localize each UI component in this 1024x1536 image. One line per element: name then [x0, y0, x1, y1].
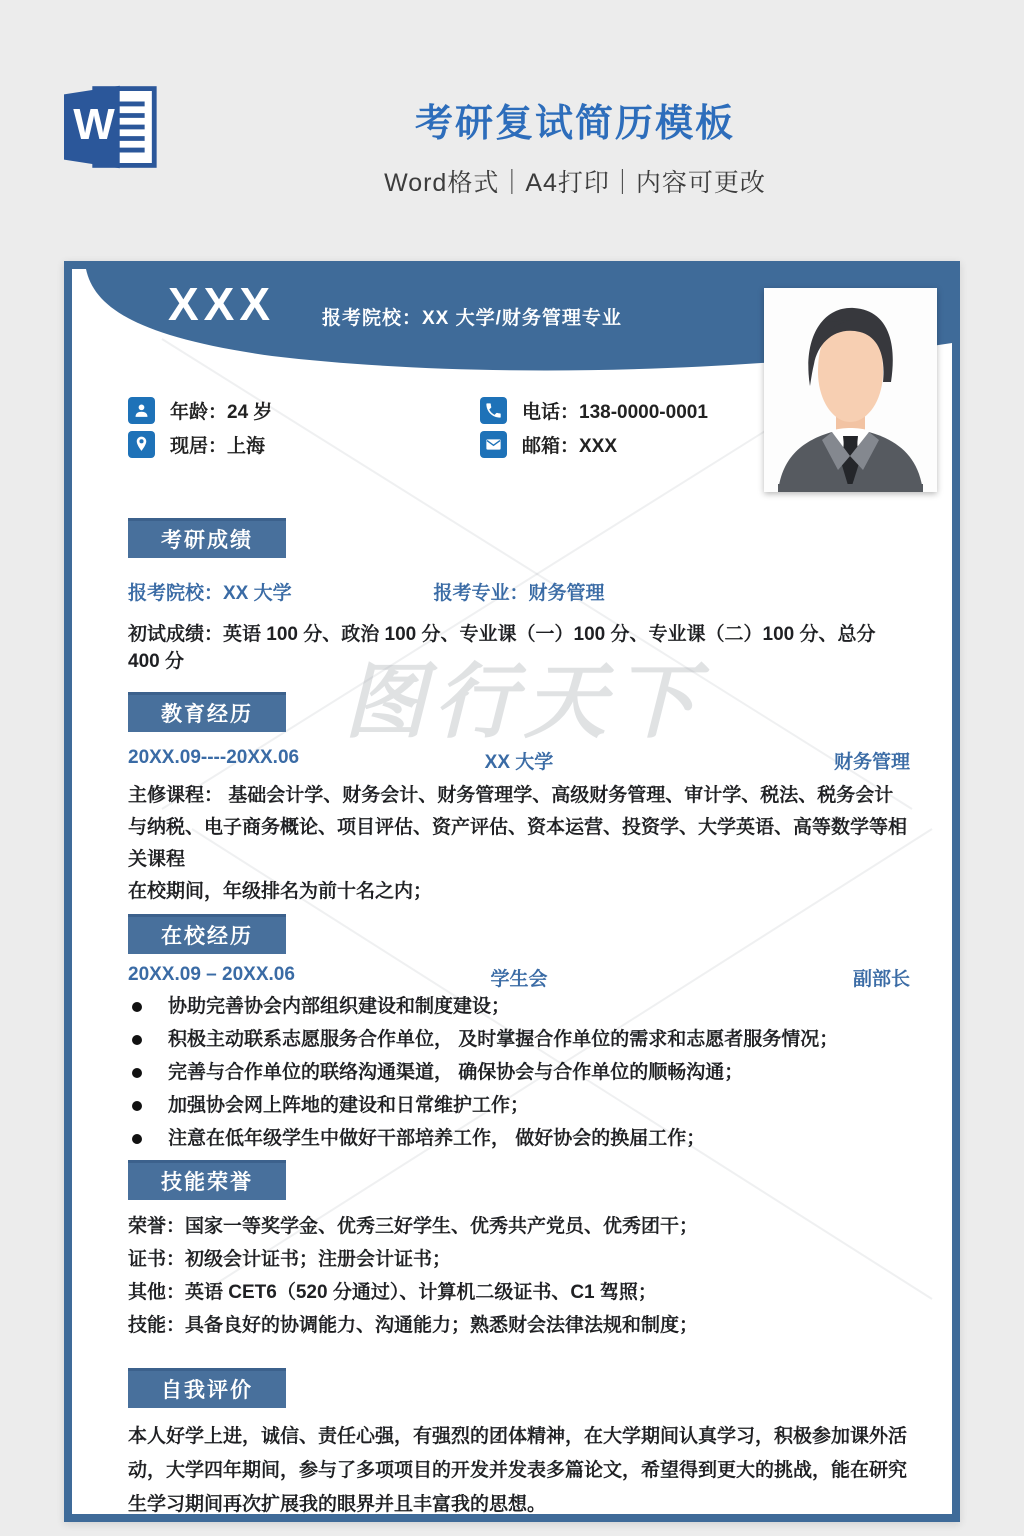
- mail-icon: [480, 431, 507, 458]
- contact-left-column: [128, 393, 480, 461]
- template-titles: [160, 92, 990, 199]
- education-row: [128, 747, 910, 774]
- section-heading-exam-scores: 考研成绩: [128, 518, 286, 558]
- word-icon-letter: W: [73, 100, 115, 149]
- section-heading-self-evaluation: 自我评价: [128, 1368, 286, 1408]
- location-icon: [128, 431, 155, 458]
- contact-phone-text: 电话：138-0000-0001: [522, 401, 708, 423]
- candidate-name: XXX: [168, 278, 276, 330]
- education-school: XX 大学: [484, 752, 554, 773]
- campus-bullet-4: 加强协会网上阵地的建设和日常维护工作；: [128, 1096, 910, 1116]
- self-evaluation-text: 本人好学上进，诚信、责任心强，有强烈的团体精神，在大学期间认真学习，积极参加课外活动，大学四年期间，参与了多项项目的开发并发表多篇论文，希望得到更大的挑战，能在研究生学习期间再次扩展我的眼界并且丰富我的思想。: [128, 1426, 908, 1514]
- campus-bullet-2: 积极主动联系志愿服务合作单位， 及时掌握合作单位的需求和志愿者服务情况；: [128, 1030, 910, 1050]
- skills-honors-line: 荣誉：国家一等奖学金、优秀三好学生、优秀共产党员、优秀团干；: [128, 1216, 699, 1237]
- skills-abilities-line: 技能：具备良好的协调能力、沟通能力；熟悉财会法律法规和制度；: [128, 1315, 699, 1336]
- contact-city-row: [128, 427, 480, 461]
- campus-bullet-1: 协助完善协会内部组织建设和制度建设；: [128, 997, 910, 1017]
- education-note: 在校期间，年级排名为前十名之内；: [128, 881, 433, 902]
- template-header: [0, 0, 1024, 230]
- contact-email-text: 邮箱：XXX: [522, 435, 618, 457]
- education-major: 财务管理: [833, 752, 910, 773]
- word-document-icon: [64, 84, 160, 170]
- campus-org: 学生会: [490, 969, 548, 990]
- skills-others-line: 其他：英语 CET6（520 分通过）、计算机二级证书、C1 驾照；: [128, 1282, 657, 1303]
- contact-age-row: [128, 393, 480, 427]
- person-icon: [128, 397, 155, 424]
- education-courses: 主修课程： 基础会计学、财务会计、财务管理学、高级财务管理、审计学、税法、税务会计与纳税、电子商务概论、项目评估、资产评估、资本运营、投资学、大学英语、高等数学等相关课程: [128, 785, 908, 870]
- male-avatar-illustration: [764, 288, 937, 492]
- campus-bullet-5: 注意在低年级学生中做好干部培养工作， 做好协会的换届工作；: [128, 1129, 910, 1149]
- exam-score-line: 初试成绩：英语 100 分、政治 100 分、专业课（一）100 分、专业课（二）100 分、总分 400 分: [128, 624, 876, 672]
- contact-city-text: 现居：上海: [170, 435, 266, 457]
- skills-certificates-line: 证书：初级会计证书；注册会计证书；: [128, 1249, 452, 1270]
- section-heading-campus-experience: 在校经历: [128, 914, 286, 954]
- skills-block: [128, 1210, 910, 1342]
- contact-age-text: 年龄：24 岁: [170, 401, 273, 423]
- watermark-text: 图行天下: [344, 654, 704, 750]
- id-photo: [764, 288, 937, 492]
- section-heading-skills-honors: 技能荣誉: [128, 1160, 286, 1200]
- resume-page: [64, 261, 960, 1522]
- resume-inner: [72, 269, 952, 1514]
- page-subtitle: Word格式｜A4打印｜内容可更改: [384, 169, 766, 197]
- phone-icon: [480, 397, 507, 424]
- exam-target-major: 报考专业：财务管理: [433, 583, 605, 604]
- section-heading-education: 教育经历: [128, 692, 286, 732]
- campus-role: 副部长: [852, 969, 910, 990]
- campus-date: 20XX.09 – 20XX.06: [128, 964, 295, 985]
- campus-experience-row: [128, 964, 910, 991]
- exam-school-row: [128, 578, 910, 605]
- page-title: 考研复试简历模板: [414, 103, 735, 145]
- exam-target-school: 报考院校：XX 大学: [128, 583, 292, 604]
- campus-bullet-3: 完善与合作单位的联络沟通渠道， 确保协会与合作单位的顺畅沟通；: [128, 1063, 910, 1083]
- campus-bullet-list: [128, 997, 910, 1149]
- apply-school-line: 报考院校：XX 大学/财务管理专业: [322, 308, 622, 329]
- education-date: 20XX.09----20XX.06: [128, 747, 300, 768]
